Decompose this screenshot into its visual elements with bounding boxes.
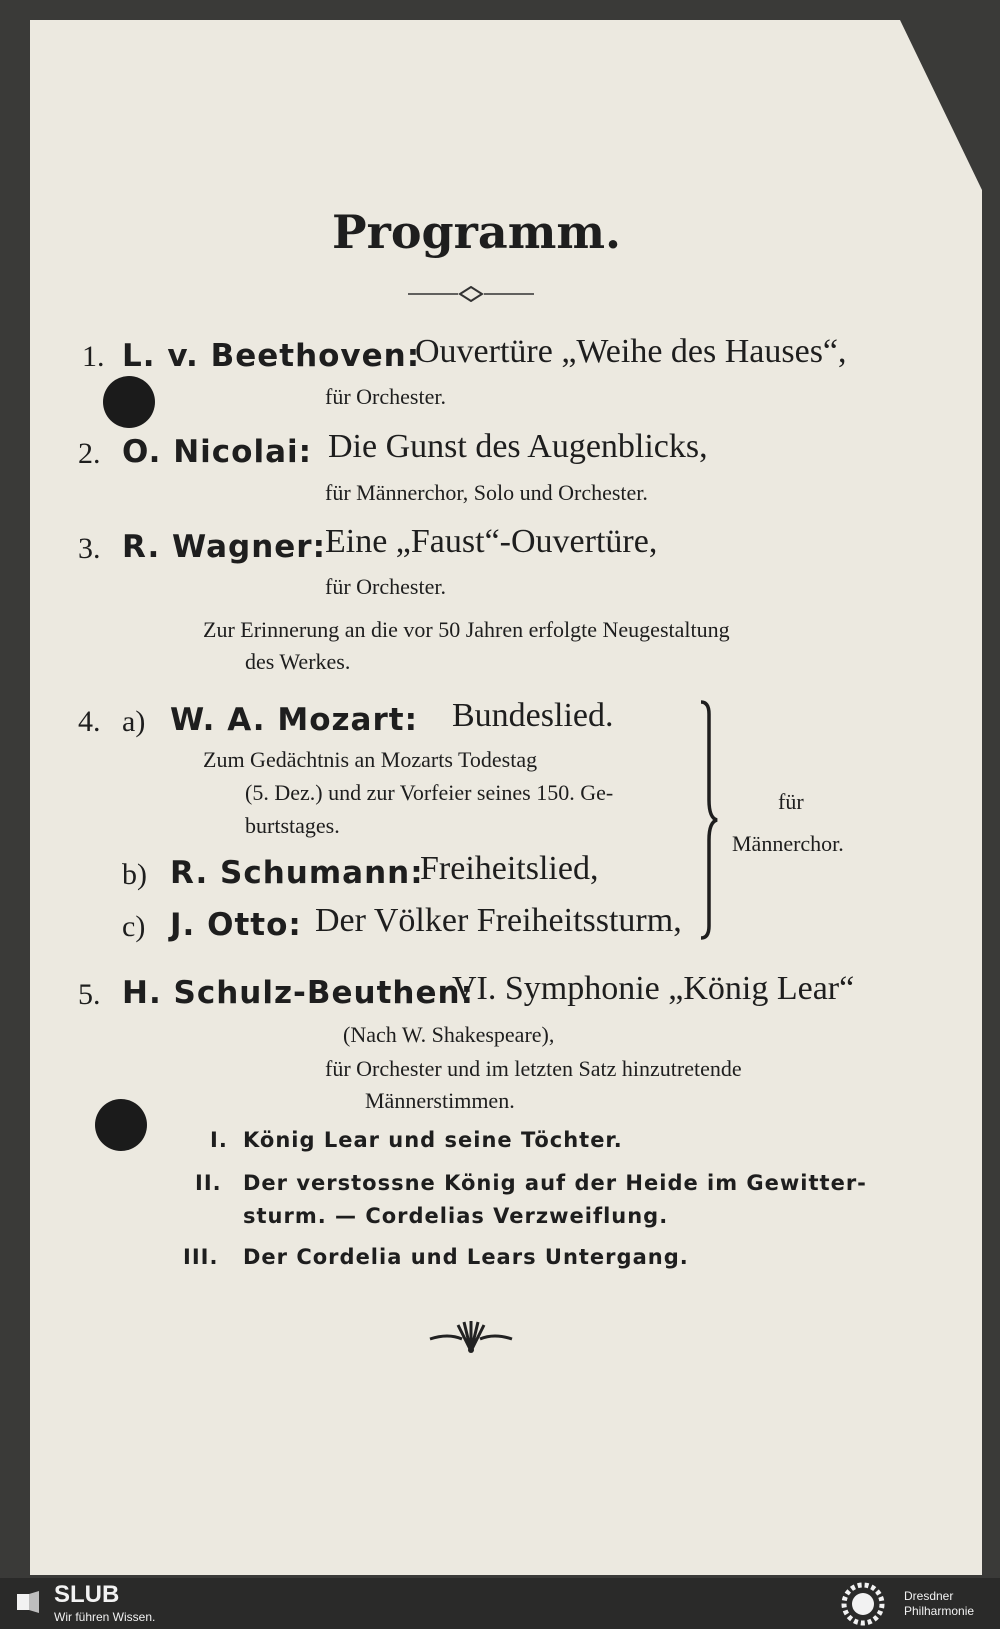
item-4a-work: Bundeslied. bbox=[452, 697, 614, 734]
item-3-number: 3. bbox=[78, 532, 101, 565]
movement-1-numeral: I. bbox=[210, 1128, 228, 1152]
punch-hole-bottom bbox=[95, 1099, 147, 1151]
item-4b-label: b) bbox=[122, 858, 147, 891]
item-5-instrumentation-line-2: Männerstimmen. bbox=[365, 1088, 515, 1113]
item-4c-composer: J. Otto: bbox=[170, 907, 302, 943]
item-2-number: 2. bbox=[78, 437, 101, 470]
item-2-instrumentation: für Männerchor, Solo und Orchester. bbox=[325, 480, 648, 505]
item-5-work: VI. Symphonie „König Lear“ bbox=[452, 970, 855, 1007]
philharmonie-sun-icon bbox=[840, 1581, 886, 1627]
item-4b-work: Freiheitslied, bbox=[420, 850, 599, 887]
item-4a-note-line-3: burtstages. bbox=[245, 813, 340, 838]
slub-tagline: Wir führen Wissen. bbox=[54, 1610, 156, 1624]
movement-1-text: König Lear und seine Töchter. bbox=[243, 1128, 623, 1152]
slub-logo: SLUB bbox=[54, 1581, 120, 1608]
movement-3-numeral: III. bbox=[183, 1245, 219, 1269]
movement-2-numeral: II. bbox=[195, 1171, 222, 1195]
item-4c-label: c) bbox=[122, 910, 146, 943]
philharmonie-name-line-2: Philharmonie bbox=[904, 1604, 975, 1618]
movement-3-text: Der Cordelia und Lears Untergang. bbox=[243, 1245, 689, 1269]
item-5-composer: H. Schulz-Beuthen: bbox=[122, 975, 474, 1011]
movement-2-text-line-1: Der verstossne König auf der Heide im Gewitter- bbox=[243, 1171, 867, 1195]
item-1-instrumentation: für Orchester. bbox=[325, 384, 446, 409]
item-5-number: 5. bbox=[78, 978, 101, 1011]
item-5-subtitle: (Nach W. Shakespeare), bbox=[343, 1022, 555, 1047]
item-4-group-line-1: für bbox=[778, 789, 804, 814]
title-ornament bbox=[408, 286, 534, 302]
item-4a-label: a) bbox=[122, 705, 146, 738]
item-1-composer: L. v. Beethoven: bbox=[122, 338, 421, 374]
item-3-note-line-2: des Werkes. bbox=[245, 649, 351, 674]
punch-hole-top bbox=[103, 376, 155, 428]
item-3-note-line-1: Zur Erinnerung an die vor 50 Jahren erfolgte Neugestaltung bbox=[203, 617, 730, 642]
item-3-composer: R. Wagner: bbox=[122, 529, 326, 565]
item-1-number: 1. bbox=[82, 340, 105, 373]
item-4-group-line-2: Männerchor. bbox=[732, 831, 844, 856]
item-4a-composer: W. A. Mozart: bbox=[170, 702, 418, 738]
footer-bar bbox=[0, 1578, 1000, 1629]
philharmonie-name-line-1: Dresdner bbox=[904, 1589, 954, 1603]
item-4-number: 4. bbox=[78, 705, 101, 738]
item-4a-note-line-1: Zum Gedächtnis an Mozarts Todestag bbox=[203, 747, 538, 772]
item-3-instrumentation: für Orchester. bbox=[325, 574, 446, 599]
item-2-work: Die Gunst des Augenblicks, bbox=[328, 428, 708, 465]
item-4b-composer: R. Schumann: bbox=[170, 855, 424, 891]
item-4-brace bbox=[695, 700, 719, 940]
item-3-work: Eine „Faust“-Ouvertüre, bbox=[325, 523, 658, 560]
page-title: Programm. bbox=[332, 205, 622, 259]
fan-ornament bbox=[428, 1319, 514, 1355]
item-4a-note-line-2: (5. Dez.) und zur Vorfeier seines 150. Ge- bbox=[245, 780, 614, 805]
item-5-instrumentation-line-1: für Orchester und im letzten Satz hinzutretende bbox=[325, 1056, 742, 1081]
item-1-work: Ouvertüre „Weihe des Hauses“, bbox=[415, 333, 847, 370]
movement-2-text-line-2: sturm. — Cordelias Verzweiflung. bbox=[243, 1204, 669, 1228]
slub-logo-icon bbox=[14, 1588, 42, 1616]
item-4c-work: Der Völker Freiheitssturm, bbox=[315, 902, 682, 939]
item-2-composer: O. Nicolai: bbox=[122, 434, 313, 470]
